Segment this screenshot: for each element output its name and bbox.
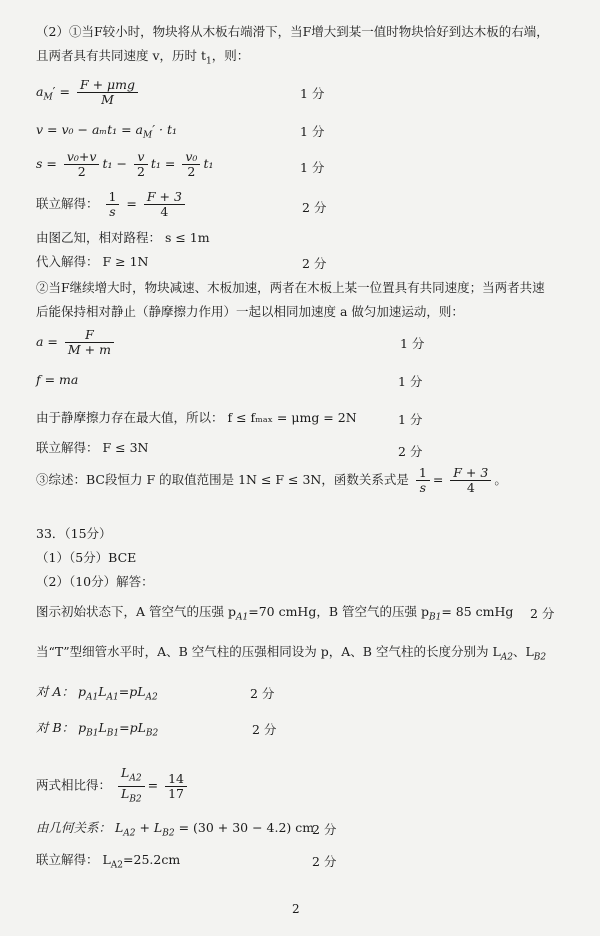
initial-state-line: 图示初始状态下，A 管空气的压强 $p_{A1}=70$ cmHg，B 管空气的压强 $p_{B1}= 85$ cmHg bbox=[36, 604, 514, 623]
part2-case2-line2: 后能保持相对静止（静摩擦力作用）一起以相同加速度 a 做匀加速运动，则： bbox=[36, 304, 464, 319]
equation-f: f = ma bbox=[36, 372, 79, 387]
score-eqA: 2 分 bbox=[250, 686, 275, 701]
summary-line: ③综述：BC段恒力 F 的取值范围是 1N ≤ F ≤ 3N，函数关系式是 $\frac{1}{s}$ = $\frac{F + 3}{4}$ 。 bbox=[36, 465, 507, 495]
equation-for-B: 对 B： $p_{B1}L_{B1}=pL_{B2}$ bbox=[36, 720, 159, 739]
equation-aM: $a_M'$ = $\frac{\text{F + μmg}}{M}$ bbox=[36, 78, 141, 107]
score-solve-F: 2 分 bbox=[398, 444, 423, 459]
geometry-line: 由几何关系： $L_{A2} + L_{B2} = (30 + 30 - 4.2)$ cm bbox=[36, 820, 315, 839]
page-number: 2 bbox=[292, 902, 300, 916]
score-eq1: 1 分 bbox=[300, 86, 325, 101]
score-eqB: 2 分 bbox=[252, 722, 277, 737]
part2-line1: （2）①当F较小时，物块将从木板右端滑下，当F增大到某一值时物块恰好到达木板的右端， bbox=[36, 24, 549, 39]
final-answer-line: 联立解得： $L_{A2}=25.2cm$ bbox=[36, 852, 181, 871]
score-initial: 2 分 bbox=[530, 606, 555, 621]
horizontal-state-line: 当“T”型细管水平时，A、B 空气柱的压强相同设为 p，A、B 空气柱的长度分别为 $L_{A2}$、$L_{B2}$ bbox=[36, 644, 547, 663]
static-friction-line: 由于静摩擦力存在最大值，所以： f ≤ fₘₐₓ = μmg = 2N bbox=[36, 410, 357, 425]
ratio-line: 两式相比得： $\frac{L_{A2}}{L_{B2}}$ = $\frac{14}{17}$ bbox=[36, 766, 190, 806]
equation-s: s = $\frac{\text{v₀+v}}{2}$ t₁ − $\frac{v}{2}$ t₁ = $\frac{\text{v₀}}{2}$ t₁ bbox=[36, 149, 214, 179]
part2-line2: 且两者具有共同速度 v，历时 $t_1$，则： bbox=[36, 48, 250, 67]
equation-a: a = $\frac{F}{M + m}$ bbox=[36, 328, 117, 357]
score-eq2: 1 分 bbox=[300, 124, 325, 139]
score-eq5: 1 分 bbox=[400, 336, 425, 351]
substitute-line: 代入解得： F ≥ 1N bbox=[36, 254, 149, 269]
equation-v: $v = v_0 - a_mt_1 = a_M' \cdot t_1$ bbox=[36, 122, 178, 141]
q33-answer2-header: （2）（10分）解答： bbox=[36, 574, 154, 589]
score-eq4: 2 分 bbox=[302, 200, 327, 215]
score-final: 2 分 bbox=[312, 854, 337, 869]
score-static: 1 分 bbox=[398, 412, 423, 427]
equation-for-A: 对 A： $p_{A1}L_{A1}=pL_{A2}$ bbox=[36, 684, 158, 703]
part2-case2-line1: ②当F继续增大时，物块减速、木板加速，两者在木板上某一位置具有共同速度；当两者共速 bbox=[36, 280, 545, 295]
score-geometry: 2 分 bbox=[312, 822, 337, 837]
relative-distance-line: 由图乙知，相对路程： s ≤ 1m bbox=[36, 230, 210, 245]
q33-answer1: （1）（5分）BCE bbox=[36, 550, 137, 565]
q33-title: 33．（15分） bbox=[36, 526, 112, 541]
score-eq6: 1 分 bbox=[398, 374, 423, 389]
score-eq3: 1 分 bbox=[300, 160, 325, 175]
equation-solve-s: 联立解得： $\frac{1}{s}$ = $\frac{F + 3}{4}$ bbox=[36, 190, 188, 219]
solve-F-line: 联立解得： F ≤ 3N bbox=[36, 440, 149, 455]
score-substitute: 2 分 bbox=[302, 256, 327, 271]
